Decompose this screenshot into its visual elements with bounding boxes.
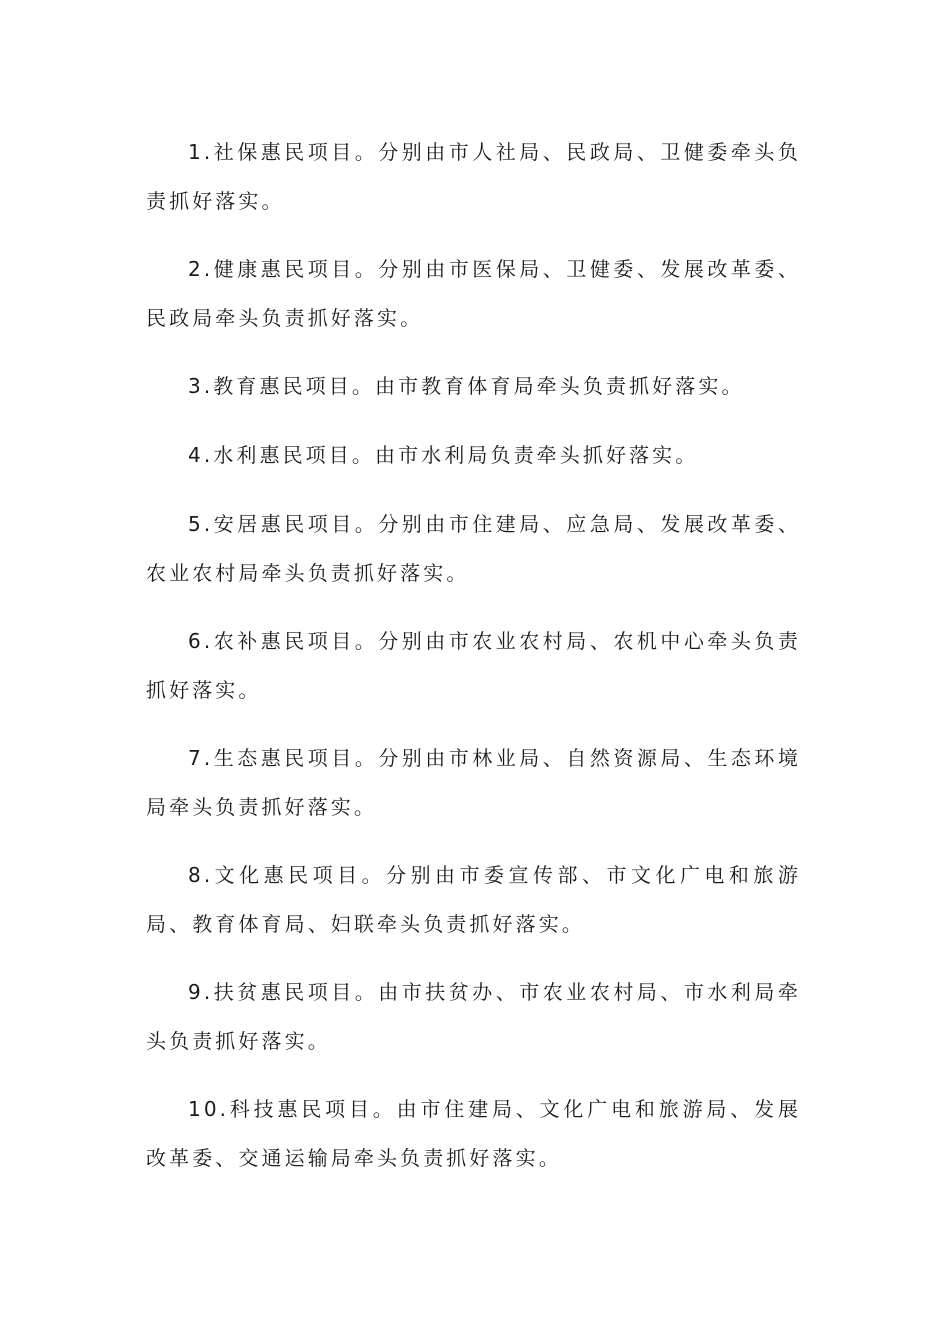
list-item-6: 6.农补惠民项目。分别由市农业农村局、农机中心牵头负责抓好落实。 (146, 629, 801, 702)
list-item-8: 8.文化惠民项目。分别由市委宣传部、市文化广电和旅游局、教育体育局、妇联牵头负责抓好落实。 (146, 863, 801, 936)
document-body (146, 128, 801, 1202)
list-item-2: 2.健康惠民项目。分别由市医保局、卫健委、发展改革委、民政局牵头负责抓好落实。 (146, 257, 801, 330)
list-item-4: 4.水利惠民项目。由市水利局负责牵头抓好落实。 (188, 443, 699, 467)
list-item-3: 3.教育惠民项目。由市教育体育局牵头负责抓好落实。 (188, 374, 745, 398)
list-item-10: 10.科技惠民项目。由市住建局、文化广电和旅游局、发展改革委、交通运输局牵头负责抓好落实。 (146, 1097, 801, 1170)
list-item-9: 9.扶贫惠民项目。由市扶贫办、市农业农村局、市水利局牵头负责抓好落实。 (146, 980, 801, 1053)
list-item-7: 7.生态惠民项目。分别由市林业局、自然资源局、生态环境局牵头负责抓好落实。 (146, 746, 801, 819)
list-item-5: 5.安居惠民项目。分别由市住建局、应急局、发展改革委、农业农村局牵头负责抓好落实。 (146, 512, 801, 585)
list-item-1: 1.社保惠民项目。分别由市人社局、民政局、卫健委牵头负责抓好落实。 (146, 140, 801, 213)
